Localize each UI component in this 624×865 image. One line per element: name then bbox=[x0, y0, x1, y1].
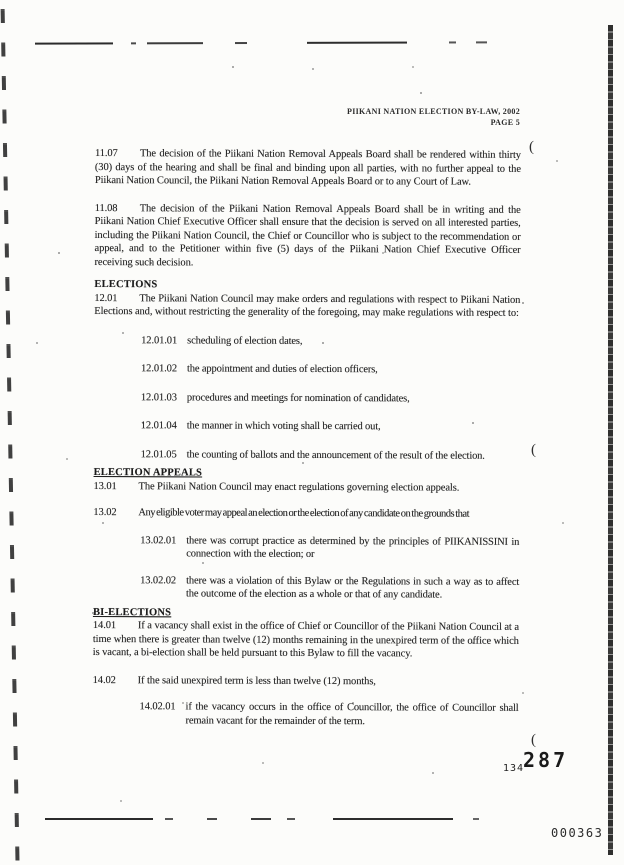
clause-13-02 bbox=[93, 506, 519, 521]
clause-number: 14.01 bbox=[92, 619, 117, 632]
clause-number: 14.02 bbox=[92, 674, 116, 686]
clause-number: 13.02 bbox=[93, 506, 117, 519]
page-header bbox=[347, 106, 520, 128]
subclause-number: 12.01.05 bbox=[140, 448, 177, 460]
small-page-number-stamp: 134 bbox=[503, 763, 525, 774]
subclause-text: if the vacancy occurs in the office of Councillor, the office of Councillor shall remain vacant for the remainder of the term. bbox=[185, 701, 519, 727]
subclause-text: procedures and meetings for nomination of candidates, bbox=[186, 391, 410, 404]
subclause-text: the appointment and duties of election officers, bbox=[187, 363, 378, 376]
clause-text: The Piikani Nation Council may enact regulations governing election appeals. bbox=[138, 480, 460, 494]
clause-number: 12.01 bbox=[94, 292, 118, 304]
clause-13-02-01 bbox=[93, 533, 519, 562]
subclause-number: 12.01.01 bbox=[141, 334, 178, 346]
subclause-text: the manner in which voting shall be carried out, bbox=[186, 420, 381, 433]
clause-text: If the said unexpired term is less than twelve (12) months, bbox=[137, 674, 376, 687]
scan-paren-mark: ( bbox=[531, 732, 536, 748]
clause-12-01 bbox=[94, 291, 520, 320]
clause-number: 11.07 bbox=[94, 147, 118, 160]
subclause-text: scheduling of election dates, bbox=[187, 334, 303, 347]
clause-number: 11.08 bbox=[94, 202, 118, 214]
clause-14-01 bbox=[93, 619, 519, 661]
bottom-scan-line bbox=[45, 818, 485, 820]
clause-12-01-05 bbox=[94, 447, 520, 462]
section-heading-elections: ELECTIONS bbox=[94, 278, 158, 291]
clause-14-02 bbox=[93, 673, 519, 688]
clause-text: The decision of the Piikani Nation Removal Appeals Board shall be in writing and the Piikani Nation Chief Executive Officer shall ensure that the decision is served on all interested parties, including the Piikani Nation Council, the Chief or Councillor who is subject to the recommendation or appeal, and to the Petitioner within five (5) days of the Piikani Nation Chief Executive Officer receiving such decision. bbox=[94, 202, 521, 268]
clause-12-01-03 bbox=[94, 390, 520, 405]
scan-speckles bbox=[0, 0, 2, 2]
clause-14-02-01 bbox=[92, 700, 518, 729]
section-heading-election-appeals: ELECTION APPEALS bbox=[93, 466, 203, 479]
top-scan-line bbox=[35, 41, 487, 44]
page-number-label: PAGE 5 bbox=[490, 118, 520, 127]
subclause-number: 12.01.04 bbox=[140, 420, 177, 432]
bates-number-stamp: 000363 bbox=[551, 826, 604, 840]
document-title: PIIKANI NATION ELECTION BY-LAW, 2002 bbox=[347, 107, 520, 116]
subclause-number: 12.01.02 bbox=[141, 363, 178, 375]
clause-text: The Piikani Nation Council may make orders and regulations with respect to Piikani Nation Elections and, without restricting the generality of the foregoing, may make regulations with respect to: bbox=[94, 292, 521, 319]
scan-paren-mark: ( bbox=[531, 442, 536, 458]
clause-11-08 bbox=[94, 201, 520, 270]
subclause-number: 13.02.02 bbox=[140, 574, 177, 586]
clause-text: The decision of the Piikani Nation Removal Appeals Board shall be rendered within thirty (30) days of the hearing and shall be final and binding upon all parties, with no further appeal to the Piikani Nation Council, the Piikani Nation Removal Appeals Board or to any Court of Law. bbox=[94, 148, 521, 188]
clause-text: If a vacancy shall exist in the office of Chief or Councillor of the Piikani Nation Council at a time when there is greater than twelve (12) months remaining in the unexpired term of the office which is vacant, a bi-election shall be held pursuant to this Bylaw to fill the vacancy. bbox=[92, 620, 519, 660]
clause-12-01-02 bbox=[94, 362, 520, 377]
clause-12-01-04 bbox=[94, 419, 520, 434]
clause-11-07 bbox=[95, 147, 521, 189]
subclause-text: the counting of ballots and the announcement of the result of the election. bbox=[186, 448, 485, 462]
subclause-text: there was corrupt practice as determined by the principles of PIIKANISSINI in connection with the election; or bbox=[186, 534, 520, 560]
section-heading-bi-elections: BI-ELECTIONS bbox=[92, 606, 172, 618]
scan-paren-mark: ( bbox=[529, 139, 534, 155]
subclause-text: there was a violation of this Bylaw or the Regulations in such a way as to affect the outcome of the election as a whole or that of any candidate. bbox=[186, 574, 520, 601]
left-binding-marks bbox=[0, 0, 19, 865]
subclause-number: 14.02.01 bbox=[139, 701, 176, 713]
subclause-number: 12.01.03 bbox=[140, 391, 177, 403]
clause-12-01-01 bbox=[94, 333, 520, 348]
document-body bbox=[92, 147, 521, 729]
large-page-number-stamp: 287 bbox=[523, 748, 569, 772]
clause-13-01 bbox=[93, 479, 519, 494]
clause-text: Any eligible voter may appeal an election or the election of any candidate on the grounds that bbox=[138, 507, 470, 520]
subclause-number: 13.02.01 bbox=[140, 534, 177, 546]
right-edge-scan-artifact bbox=[608, 25, 613, 855]
clause-number: 13.01 bbox=[93, 480, 117, 492]
clause-13-02-02 bbox=[93, 573, 519, 602]
